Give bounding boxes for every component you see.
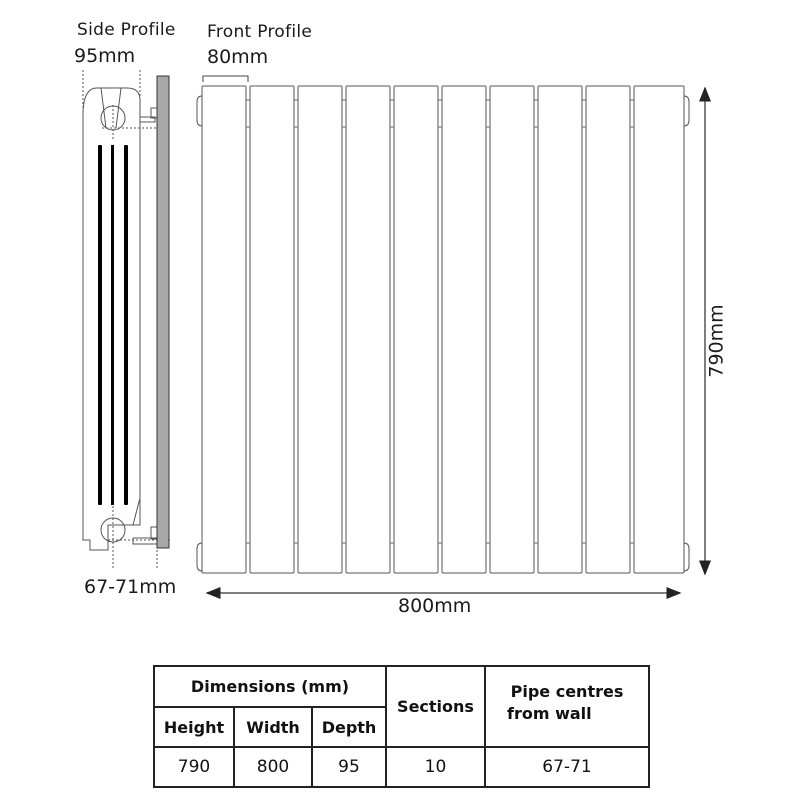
dimensions-group-header: Dimensions (mm): [154, 666, 386, 707]
sections-header: Sections: [386, 666, 485, 747]
height-value: 790: [154, 747, 234, 787]
side-profile-title: Side Profile: [77, 20, 176, 40]
side-profile-fins: [98, 145, 128, 505]
width-header: Width: [234, 707, 312, 747]
depth-value: 95: [312, 747, 386, 787]
depth-dimension-label: 95mm: [74, 45, 136, 67]
wall: [157, 76, 169, 548]
height-dimension-label: 790mm: [705, 304, 728, 378]
specifications-table: [153, 665, 650, 788]
depth-header: Depth: [312, 707, 386, 747]
section-width-bracket: [203, 76, 248, 82]
pipe-centres-header-line2: from wall: [507, 704, 592, 723]
height-header: Height: [154, 707, 234, 747]
width-value: 800: [234, 747, 312, 787]
sections-value: 10: [386, 747, 485, 787]
pipe-centres-value: 67-71: [485, 747, 649, 787]
pipe-centres-header: [485, 666, 649, 747]
front-profile: [197, 86, 689, 573]
width-dimension-label: 800mm: [398, 595, 472, 617]
section-width-dimension-label: 80mm: [207, 46, 269, 68]
pipe-centres-dimension-label: 67-71mm: [84, 576, 177, 598]
front-profile-title: Front Profile: [207, 22, 313, 42]
pipe-centres-header-line1: Pipe centres: [510, 682, 624, 701]
